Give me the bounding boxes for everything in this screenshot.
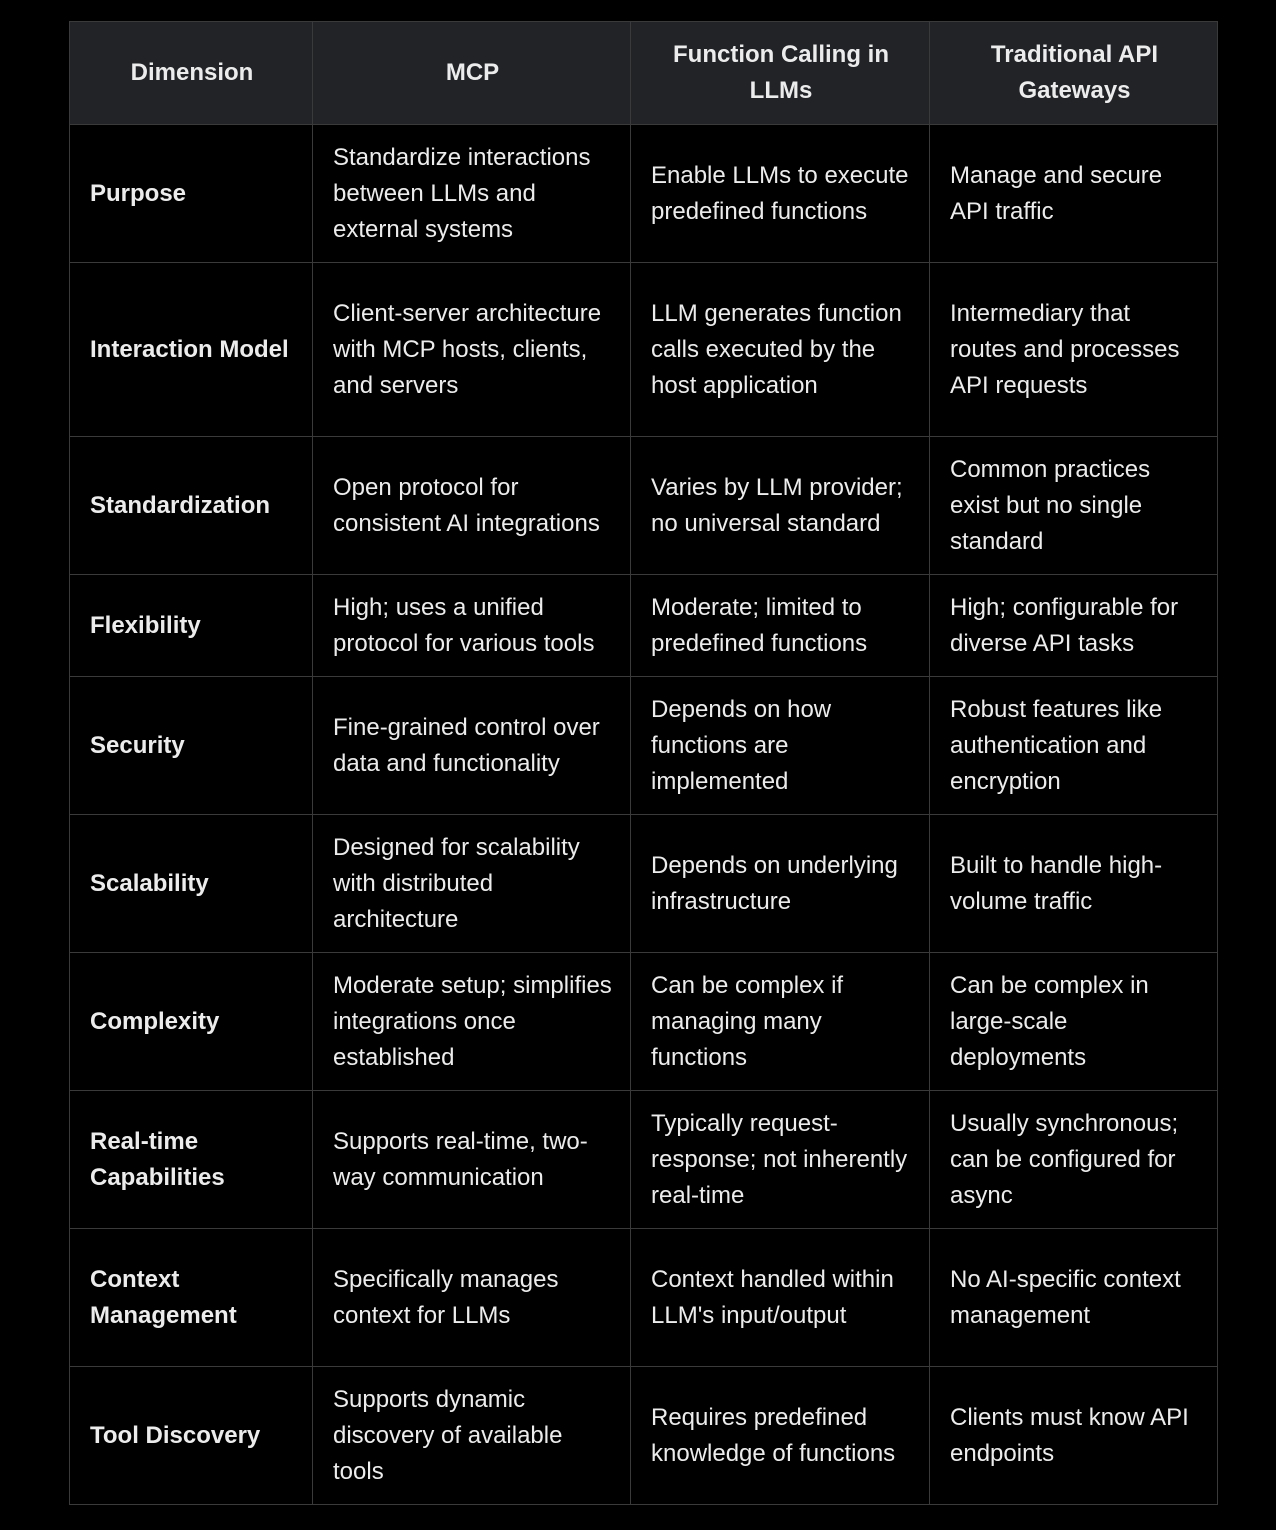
table-row [70,263,1218,437]
api-gateways-cell: Clients must know API endpoints [930,1367,1218,1505]
table-row [70,575,1218,677]
header-mcp: MCP [313,22,631,125]
mcp-cell: Client-server architecture with MCP hosts, clients, and servers [313,263,631,437]
table-row [70,125,1218,263]
mcp-cell: High; uses a unified protocol for various tools [313,575,631,677]
dimension-cell: Purpose [70,125,313,263]
mcp-cell: Fine-grained control over data and functionality [313,677,631,815]
header-function-calling: Function Calling in LLMs [631,22,930,125]
function-calling-cell: Context handled within LLM's input/output [631,1229,930,1367]
mcp-cell: Open protocol for consistent AI integrations [313,437,631,575]
api-gateways-cell: Can be complex in large-scale deployments [930,953,1218,1091]
header-dimension: Dimension [70,22,313,125]
mcp-cell: Moderate setup; simplifies integrations once established [313,953,631,1091]
table-body [70,125,1218,1505]
dimension-cell: Scalability [70,815,313,953]
table-header [70,22,1218,125]
dimension-cell: Real-time Capabilities [70,1091,313,1229]
api-gateways-cell: Common practices exist but no single standard [930,437,1218,575]
table-row [70,1367,1218,1505]
dimension-cell: Context Management [70,1229,313,1367]
header-row [70,22,1218,125]
function-calling-cell: Requires predefined knowledge of functions [631,1367,930,1505]
mcp-cell: Supports real-time, two-way communication [313,1091,631,1229]
dimension-cell: Security [70,677,313,815]
table-row [70,815,1218,953]
api-gateways-cell: Intermediary that routes and processes API requests [930,263,1218,437]
header-api-gateways: Traditional API Gateways [930,22,1218,125]
mcp-cell: Specifically manages context for LLMs [313,1229,631,1367]
api-gateways-cell: Built to handle high-volume traffic [930,815,1218,953]
api-gateways-cell: High; configurable for diverse API tasks [930,575,1218,677]
comparison-table [69,21,1218,1505]
mcp-cell: Supports dynamic discovery of available tools [313,1367,631,1505]
function-calling-cell: Typically request-response; not inherently real-time [631,1091,930,1229]
dimension-cell: Standardization [70,437,313,575]
dimension-cell: Flexibility [70,575,313,677]
function-calling-cell: Depends on underlying infrastructure [631,815,930,953]
table-row [70,1091,1218,1229]
dimension-cell: Tool Discovery [70,1367,313,1505]
table-row [70,437,1218,575]
dimension-cell: Interaction Model [70,263,313,437]
dimension-cell: Complexity [70,953,313,1091]
mcp-cell: Standardize interactions between LLMs and external systems [313,125,631,263]
function-calling-cell: Varies by LLM provider; no universal standard [631,437,930,575]
api-gateways-cell: No AI-specific context management [930,1229,1218,1367]
api-gateways-cell: Usually synchronous; can be configured for async [930,1091,1218,1229]
api-gateways-cell: Robust features like authentication and encryption [930,677,1218,815]
function-calling-cell: Depends on how functions are implemented [631,677,930,815]
mcp-cell: Designed for scalability with distributed architecture [313,815,631,953]
table-row [70,1229,1218,1367]
table-row [70,953,1218,1091]
api-gateways-cell: Manage and secure API traffic [930,125,1218,263]
function-calling-cell: Can be complex if managing many functions [631,953,930,1091]
function-calling-cell: LLM generates function calls executed by the host application [631,263,930,437]
function-calling-cell: Moderate; limited to predefined functions [631,575,930,677]
function-calling-cell: Enable LLMs to execute predefined functions [631,125,930,263]
table-row [70,677,1218,815]
